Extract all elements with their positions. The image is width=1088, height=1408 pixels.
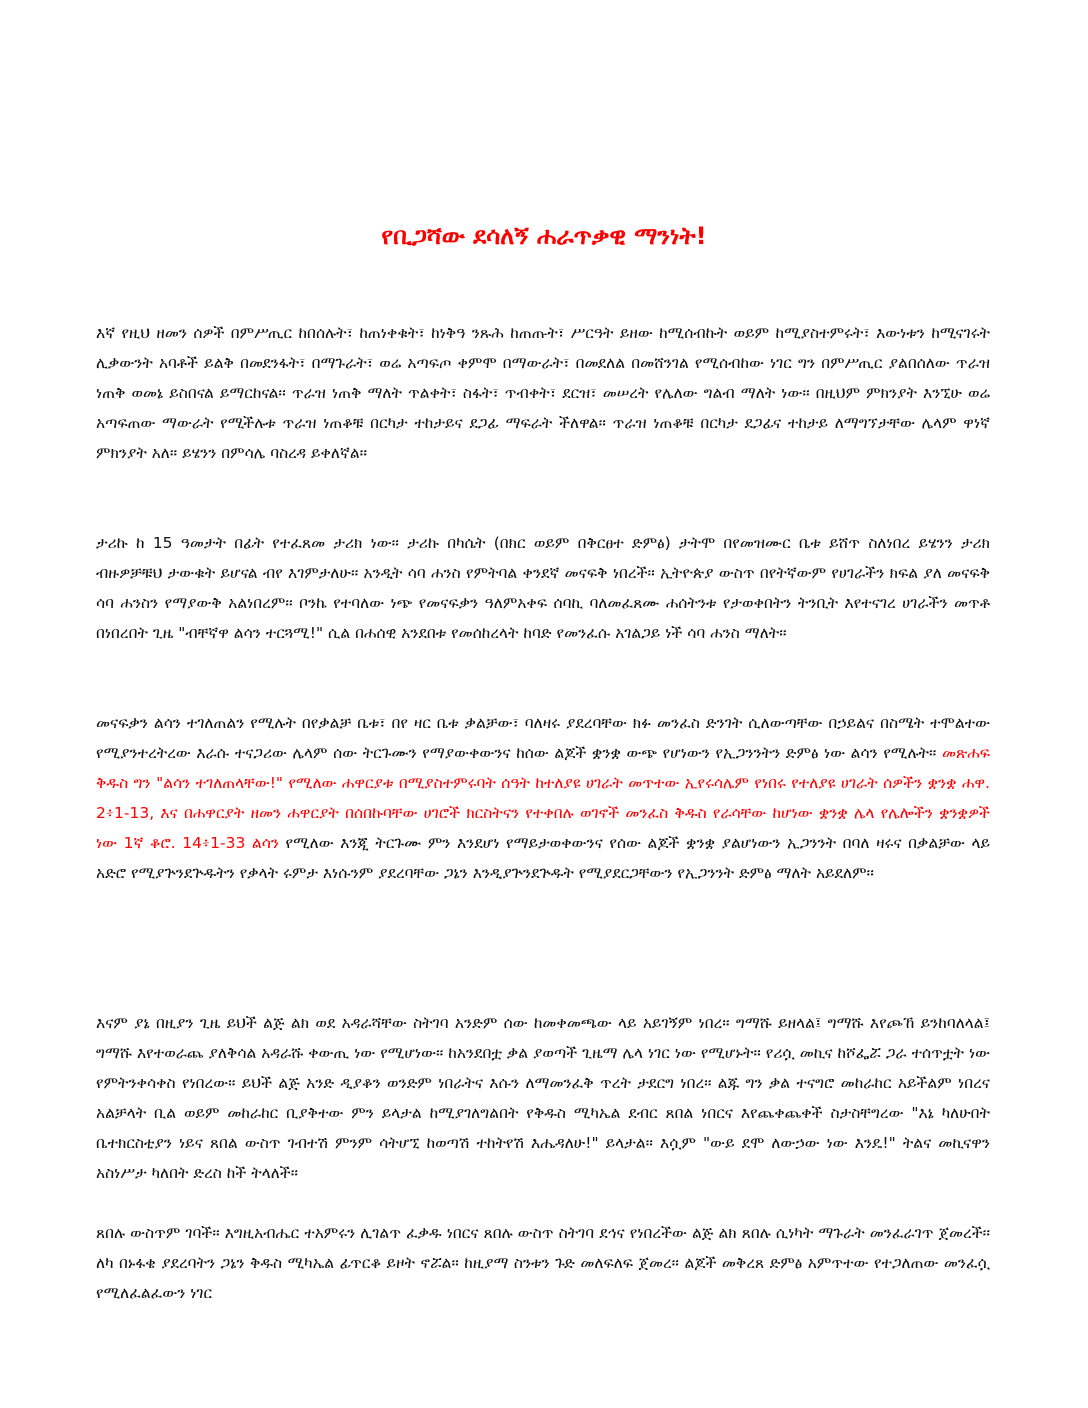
paragraph-5: ጸበሉ ውስጥም ገባች፡፡ እግዚአብሔር ተአምሩን ሊገልጥ ፈቃዱ ነበርና ጸበሉ ውስጥ ስትገባ ደኅና የነበረችው ልጅ ልክ ጸበሉ ሲነካት ማጉራት መንፈራገጥ ጀመረች፡፡ ለካ በኑፋቄ ያደረባትን ጋኔን ቅዱስ ሚካኤል ፊጥርቆ ይዞት ኖሯል፡፡ ከዚያማ ስንቱን ጉድ መለፍለፍ ጀመረ፡፡ ልጆች መቅረጸ ድምፅ አምጥተው የተጋለጠው መንፈሷ የሚለፈልፈውን ነገር bbox=[96, 1224, 990, 1302]
paragraph-4: እናም ያኔ በዚያን ጊዜ ይህች ልጅ ልክ ወደ አዳራሻቸው ስትገባ አንድም ሰው ከመቀመጫው ላይ አይገኝም ነበረ፡፡ ግማሹ ይዘላል፤ ግማሹ እየጮኸ ይንከባለላል፤ ግማሹ እየተወራጨ ያለቅሳል አዳራሹ ቀውጢ ነው የሚሆነው፡፡ ከአንደበቷ ቃል ያወጣች ጊዜማ ሌላ ነገር ነው የሚሆኑት፡፡ የሪሷ መኪና ከሾፌሯ ጋራ ተሰጥቷት ነው የምትንቀሳቀስ የነበረው፡፡ ይህች ልጅ አንድ ዲያቆን ወንድም ነበራትና እሱን ለማመንፈቅ ጥረት ታደርግ ነበረ፡፡ ልጁ ግን ቃል ተናግሮ መከራከር አይችልም ነበረና አልቻላት ቢል ወይም መከራከር ቢያቅተው ምን ይላታል ከሚያገለግልበት የቅዱስ ሚካኤል ደብር ጸበል ነበርና እየጨቀጨቀች ስታስቸግረው "እኔ ካለሁበት ቤተክርስቲያን ነይና ጸበል ውስጥ ገብተሽ ምንም ሳትሆኚ ከወጣሽ ተከትየሽ እሔዳለሁ!" ይላታል፡፡ እሷም "ውይ ደሞ ለውኃው ነው እንዴ!" ትልና መኪናዋን አስነሥታ ካለበት ድረስ ከች ትላለች፡፡ bbox=[96, 1014, 990, 1182]
paragraph-3-intro: መናፍቃን ልሳን ተገለጠልን የሚሉት በየቃልቻ ቤቱ፣ በየ ዛር ቤቱ ቃልቻው፣ ባለዛሩ ያደረባቸው ክፉ መንፈስ ድንገት ሲለውጣቸው በኃይልና በስሜት ተሞልተው የሚያንተረትረው እራሱ ተናጋሪው ሌላም ሰው ትርጉሙን የማያውቀውንና ከሰው ልጆች ቋንቋ ውጭ የሆነውን የኢጋንንትን ድምፅ ነው ልሳን የሚሉት፡፡ bbox=[96, 714, 990, 762]
paragraph-3-conclusion: የሚለው እንጂ ትርጉሙ ምን እንደሆነ የማይታወቀውንና የሰው ልጆች ቋንቋ ያልሆነውን ኢጋንንት በባለ ዛሩና በቃልቻው ላይ አድሮ የሚያጕንደጕዱትን የቃላት ሩምታ እነሱንም ያደረባቸው ጋኔን እንዲያጕንደጕዱት የሚያደርጋቸውን የኢጋንንት ድምፅ ማለት አይደለም፡፡ bbox=[96, 834, 990, 882]
page-title: የቢጋሻው ደሳለኝ ሐራጥቃዊ ማንነት! bbox=[381, 222, 707, 250]
paragraph-3-scripture-highlight: መጽሐፍ ቅዱስ ግን "ልሳን ተገለጠላቸው!" የሚለው ሐዋርያቱ በሚያስተምሩባት ሰዓት ከተለያዩ ሀገራት መጥተው ኢየሩሳሌም የነበሩ የተለያዩ ሀገራት ሰዎችን ቋንቋ ሐዋ. 2፥1-13, እና በሐዋርያት ዘመን ሐዋርያት በሰበኩባቸው ሀገሮች ክርስትናን የተቀበሉ ወገኖች መንፈስ ቅዱስ የራሳቸው ከሆነው ቋንቋ ሌላ የሌሎችን ቋንቋዎች ነው 1ኛ ቆሮ. 14፥1-33 ልሳን bbox=[96, 744, 990, 852]
paragraph-2: ታሪኩ ከ 15 ዓመታት በፊት የተፈጸመ ታሪክ ነው፡፡ ታሪኩ በካሴት (በክር ወይም በቅርፀተ ድምፅ) ታትሞ በየመዝሙር ቤቱ ይሸጥ ስለነበረ ይሄንን ታሪክ ብዙዎቻቹህ ታውቁት ይሆናል ብየ እገምታለሁ፡፡ አንዲት ሳባ ሐንስ የምትባል ቀንደኛ መናፍቅ ነበረች፡፡ ኢትዮጵያ ውስጥ በየትኛውም የሀገራችን ክፍል ያለ መናፍቅ ሳባ ሐንስን የማያውቅ አልነበረም፡፡ ቦንኬ የተባለው ነጭ የመናፍቃን ዓለምአቀፍ ሰባኪ ባለመፈጸሙ ሐሰትንቱ የታወቀበትን ትንቢት እየተናገረ ሀገራችን መጥቶ በነበረበት ጊዜ "ብቸኛዋ ልሳን ተርጓሚ!" ሲል በሐሰዊ አንደበቱ የመሰከረላት ከባድ የመንፈሱ አገልጋይ ነች ሳባ ሐንስ ማለት፡፡ bbox=[96, 534, 990, 642]
paragraph-3 bbox=[96, 708, 990, 888]
paragraph-1: እኛ የዚህ ዘመን ሰዎች በምሥጢር ከበሰሉት፣ ከጠነቀቁት፣ ከነቅዓ ንጹሕ ከጠጡት፣ ሥርዓት ይዘው ከሚሰብኩት ወይም ከሚያስተምሩት፣ እውነቱን ከሚናገሩት ሊቃውንት አባቶች ይልቅ በመደንፋት፣ በማጉራት፣ ወሬ አጣፍጦ ቀምሞ በማውራት፣ በመደለል በመሸንገል የሚሰብከው ነገር ግን በምሥጢር ያልበሰለው ጥራዝ ነጠቅ ወመኔ ይስበናል ይማርከናል፡፡ ጥራዝ ነጠቅ ማለት ጥልቀት፣ ስፋት፣ ጥብቀት፣ ደርዝ፣ መሠረት የሌለው ግልብ ማለት ነው፡፡ በዚህም ምክንያት እንኚሁ ወሬ አጣፍጠው ማውራት የሚችሉቱ ጥራዝ ነጠቆቹ በርካታ ተከታይና ደጋፊ ማፍራት ችለዋል፡፡ ጥራዝ ነጠቆቹ በርካታ ደጋፊና ተከታይ ለማግኘታቸው ሌላም ዋነኛ ምክንያት አለ፡፡ ይሄንን በምሳሌ ባስረዳ ይቀለኛል፡፡ bbox=[96, 324, 990, 462]
